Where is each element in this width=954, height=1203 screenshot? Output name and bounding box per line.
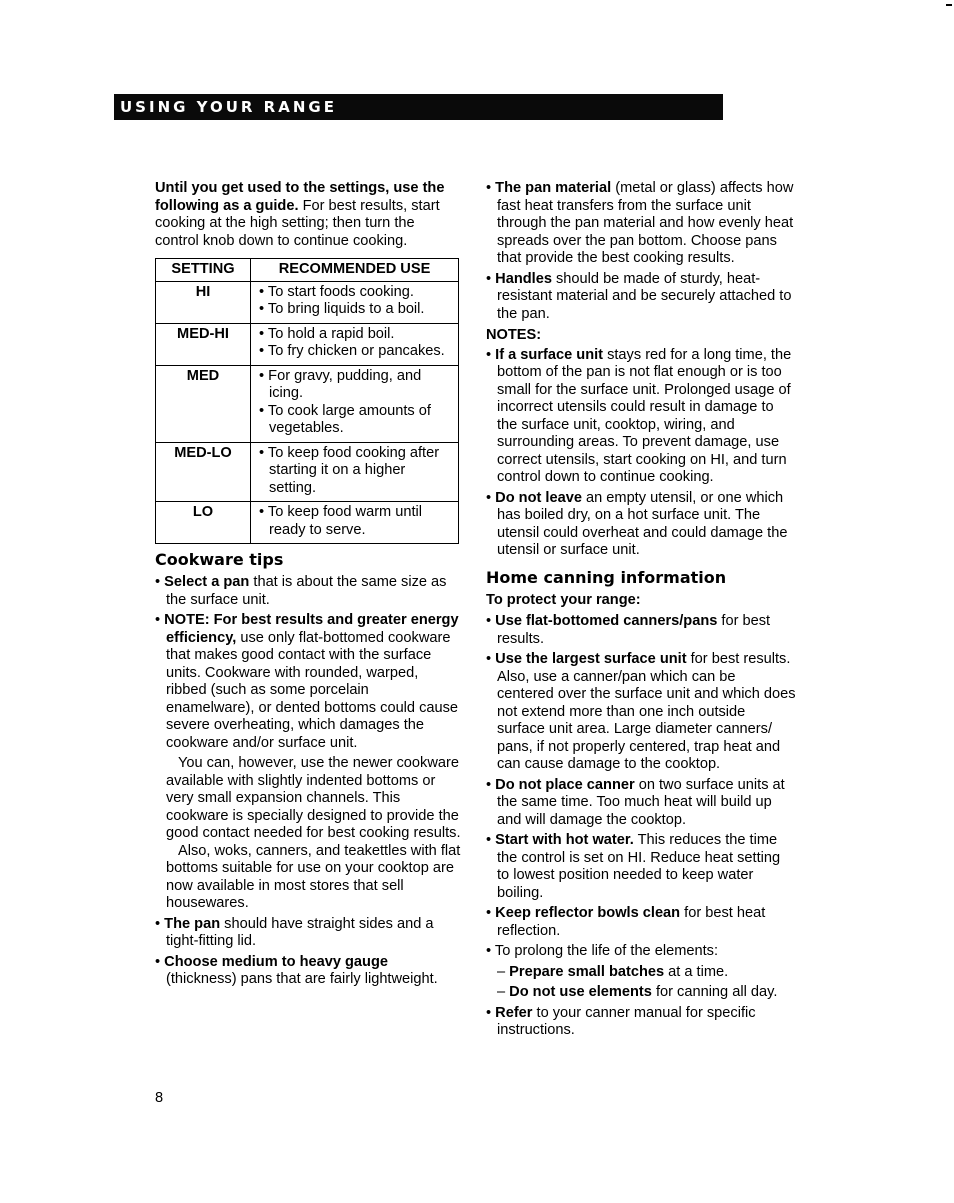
use-cell (251, 281, 459, 323)
list-item: • Select a pan that is about the same size as the surface unit. (155, 574, 447, 608)
cookware-paragraph-woks: Also, woks, canners, and teakettles with flat bottoms suitable for use on your cooktop are now available in most stores that sell housewares. (166, 842, 461, 911)
use-item: • To cook large amounts of vegetables. (259, 402, 431, 436)
use-item: • To bring liquids to a boil. (259, 301, 425, 317)
table-row (156, 502, 459, 544)
intro-text: For best results, start cooking at the high setting; then turn the control knob down to continue cooking. (155, 197, 440, 249)
list-item: • To prolong the life of the elements: (486, 943, 719, 959)
intro-bold: Until you get used to the settings, use the following as a guide. (155, 180, 445, 214)
use-cell (251, 502, 459, 544)
notes-list (486, 347, 796, 560)
section-header-title: USING YOUR RANGE (120, 98, 337, 116)
list-item: • Use flat-bottomed canners/pans for best results. (486, 613, 771, 647)
table-row (156, 442, 459, 502)
list-item: • The pan should have straight sides and a tight-fitting lid. (155, 915, 434, 949)
list-item: • NOTE: For best results and greater energy efficiency, use only flat-bottomed cookware that makes good contact with the surface units. Cookware with rounded, warped, ribbed (such as some porcelain enamelware), or dented bottoms could cause severe overheating, which damages the cookware and/or surface unit. (155, 612, 459, 751)
use-cell (251, 323, 459, 365)
canning-list-2 (486, 1005, 796, 1040)
use-item: • To start foods cooking. (259, 283, 414, 300)
list-item: • Use the largest surface unit for best results. Also, use a canner/pan which can be centered over the surface unit and which does not extend more than one inch outside surface unit area. Large diameter canners/ pans, if not properly centered, trap heat and can cause damage to the cooktop. (486, 651, 796, 772)
list-item: • The pan material (metal or glass) affects how fast heat transfers from the surface unit through the pan material and how evenly heat spreads over the pan bottom. Choose pans that provide the best cooking results. (486, 180, 794, 266)
elements-sublist (486, 964, 796, 1002)
list-item: – Do not use elements for canning all day. (497, 984, 778, 1000)
pan-tips-list (486, 180, 796, 323)
setting-cell: MED-LO (156, 442, 251, 502)
scan-mark (946, 4, 952, 6)
setting-cell: MED (156, 365, 251, 442)
right-column (486, 180, 796, 1043)
list-item: • Start with hot water. This reduces the time the control is set on HI. Reduce heat setting to lowest position needed to keep water boiling. (486, 832, 781, 901)
section-header (114, 94, 723, 120)
list-item: • If a surface unit stays red for a long time, the bottom of the pan is not flat enough or is too small for the surface unit. Prolonged usage of incorrect utensils could result in damage to the surface unit, cooktop, wiring, and surrounding areas. To prevent damage, use correct utensils, start cooking on HI, and turn control down to continue cooking. (486, 346, 792, 485)
use-item: • To keep food cooking after starting it on a higher setting. (259, 444, 440, 496)
table-row (156, 281, 459, 323)
use-cell (251, 442, 459, 502)
notes-heading: NOTES: (486, 327, 542, 343)
list-item: • Do not place canner on two surface units at the same time. Too much heat will build up and will damage the cooktop. (486, 776, 785, 828)
list-item: • Refer to your canner manual for specific instructions. (486, 1004, 756, 1038)
table-row (156, 323, 459, 365)
use-item: • For gravy, pudding, and icing. (259, 367, 422, 401)
page-number: 8 (155, 1090, 164, 1106)
canning-subheading: To protect your range: (486, 591, 641, 608)
list-item: • Choose medium to heavy gauge (thickness) pans that are fairly lightweight. (155, 953, 438, 987)
column-header-use: RECOMMENDED USE (251, 259, 459, 282)
use-item: • To hold a rapid boil. (259, 325, 395, 342)
setting-cell: HI (156, 281, 251, 323)
cookware-paragraph-newer: You can, however, use the newer cookware available with slightly indented bottoms or very small expansion channels. This cookware is specially designed to provide the good contact needed for best cooking results. (166, 755, 461, 841)
setting-cell: LO (156, 502, 251, 544)
list-item: • Do not leave an empty utensil, or one which has boiled dry, on a hot surface unit. The utensil could overheat and could damage the utensil or surface unit. (486, 489, 788, 558)
column-header-setting: SETTING (156, 259, 251, 282)
settings-table (155, 258, 459, 544)
table-header-row (156, 259, 459, 282)
cookware-tips-list (155, 574, 461, 752)
canning-list (486, 613, 796, 961)
setting-cell: MED-HI (156, 323, 251, 365)
cookware-tips-list-2 (155, 916, 461, 989)
left-column (155, 180, 461, 992)
table-row (156, 365, 459, 442)
cookware-tips-heading: Cookware tips (155, 550, 284, 569)
intro-paragraph (155, 180, 461, 250)
home-canning-heading: Home canning information (486, 567, 727, 587)
use-cell (251, 365, 459, 442)
list-item: • Handles should be made of sturdy, heat-resistant material and be securely attached to the pan. (486, 270, 792, 322)
list-item: – Prepare small batches at a time. (497, 963, 729, 980)
use-item: • To keep food warm until ready to serve. (259, 504, 423, 538)
list-item: • Keep reflector bowls clean for best heat reflection. (486, 905, 766, 939)
use-item: • To fry chicken or pancakes. (259, 343, 445, 359)
